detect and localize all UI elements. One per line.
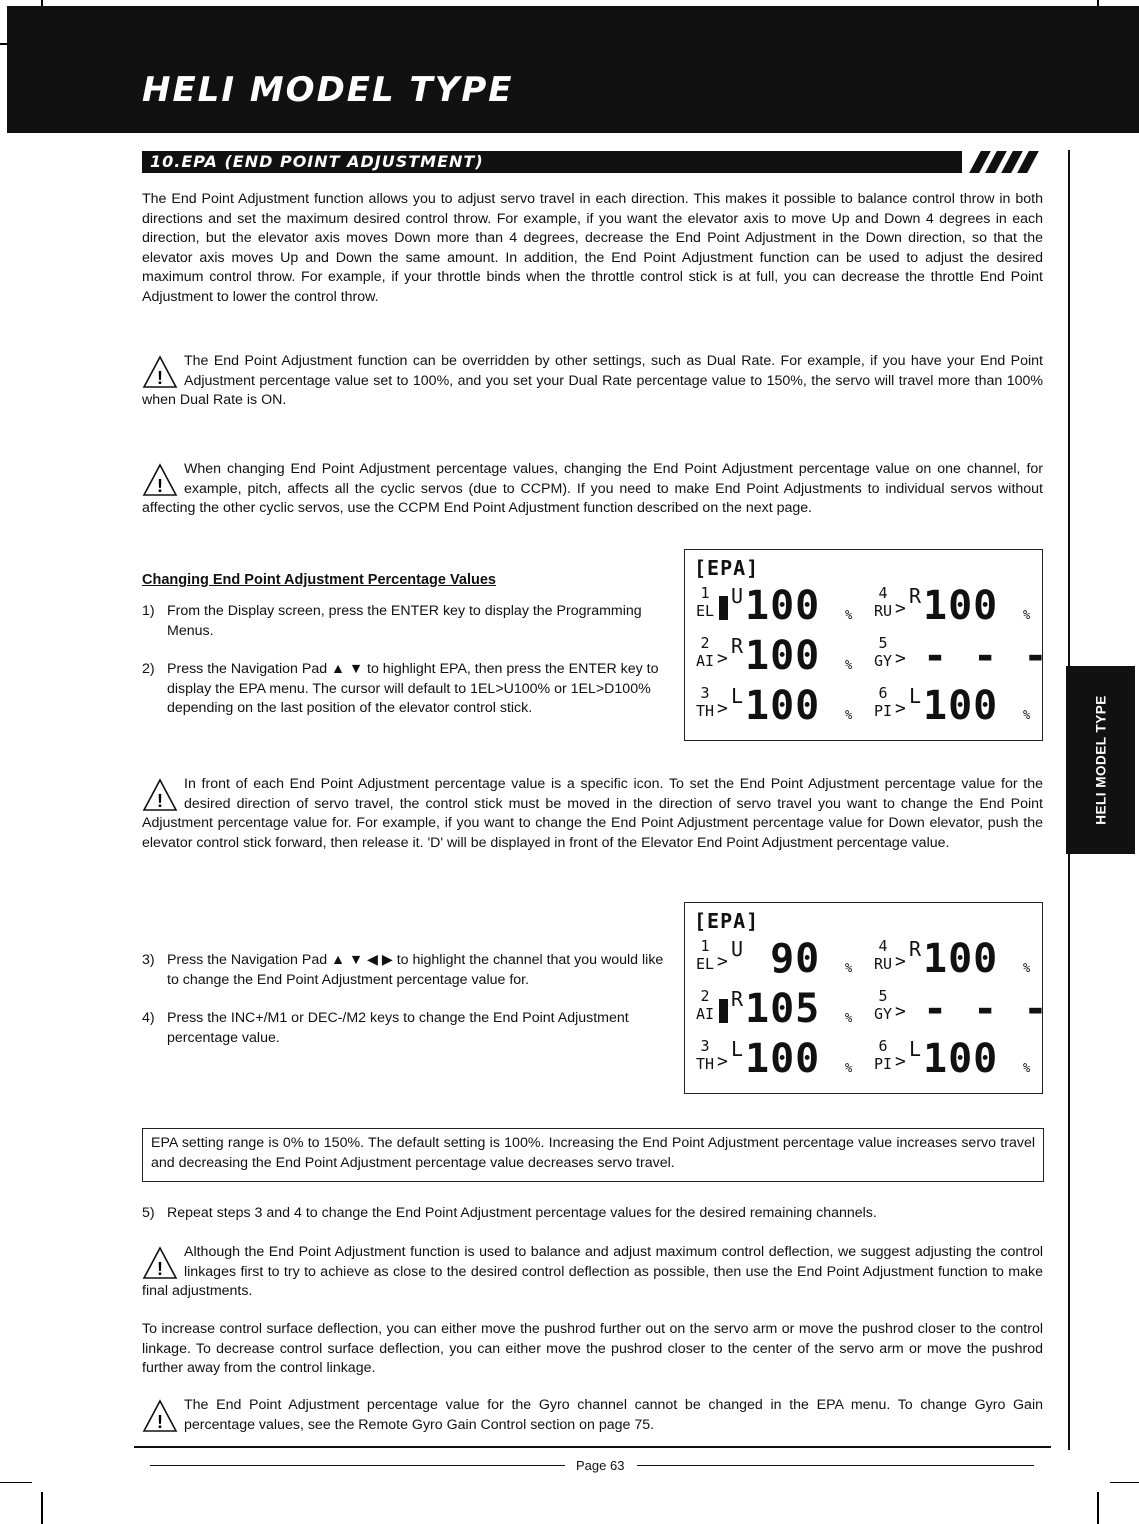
lcd-direction-label: L bbox=[731, 1037, 744, 1061]
lcd-channel-abbrev: PI bbox=[873, 702, 893, 720]
lcd-epa-value: 100 bbox=[923, 936, 999, 982]
footer-line bbox=[637, 1465, 1034, 1466]
step-number: 5) bbox=[142, 1205, 155, 1221]
lcd-epa-value: - - - bbox=[923, 986, 1049, 1032]
info-box: EPA setting range is 0% to 150%. The default setting is 100%. Increasing the End Point Adjustment percentage value increases servo travel and decreasing the End Point Adjustment percentage value decreases servo travel. bbox=[142, 1128, 1044, 1182]
lcd-epa-value: 105 bbox=[745, 986, 821, 1032]
intro-paragraph: The End Point Adjustment function allows you to adjust servo travel in each direction. This makes it possible to balance control throw in both directions and set the maximum desired control throw. For example, if you want the elevator axis to move Up and Down 4 degrees in each direction, but the elevator axis moves Down more than 4 degrees, decrease the End Point Adjustment in the Down direction, so that the elevator axis moves Up and Down the same amount. In addition, the End Point Adjustment function can be used to adjust the desired maximum control throw. For example, if your throttle binds when the throttle control stick is at full, you can decrease the throttle End Point Adjustment to lower the control throw. bbox=[142, 191, 1043, 305]
warning-note bbox=[142, 1243, 1043, 1302]
lcd-direction-label: R bbox=[731, 987, 744, 1011]
lcd-channel-cell bbox=[871, 986, 1049, 1037]
lcd-channel-number: 3 bbox=[700, 1037, 710, 1055]
step-item bbox=[142, 660, 667, 719]
lcd-direction-label: L bbox=[909, 684, 922, 708]
lcd-channel-number: 2 bbox=[700, 987, 710, 1005]
lcd-epa-value: 100 bbox=[923, 583, 999, 629]
step-text: Press the Navigation Pad ▲ ▼ ◀ ▶ to highlight the channel that you would like to change the End Point Adjustment percentage value for. bbox=[167, 952, 664, 988]
lcd-channel-cell bbox=[871, 583, 1041, 634]
lcd-direction-label: U bbox=[731, 937, 744, 961]
lcd-cursor-arrow: > bbox=[717, 951, 728, 972]
lcd-cursor-arrow: > bbox=[895, 1001, 906, 1022]
lcd-title: [EPA] bbox=[694, 909, 760, 933]
side-tab bbox=[1066, 666, 1135, 854]
lcd-channel-number: 2 bbox=[700, 634, 710, 652]
lcd-channel-number: 3 bbox=[700, 684, 710, 702]
lcd-cursor-arrow: > bbox=[895, 951, 906, 972]
lcd-direction-label: L bbox=[909, 1037, 922, 1061]
lcd-channel-cell bbox=[871, 683, 1041, 734]
crop-mark bbox=[0, 1482, 32, 1483]
step-item bbox=[142, 1009, 667, 1048]
warning-note bbox=[142, 352, 1043, 411]
lcd-percent-sign: % bbox=[1023, 608, 1031, 622]
lcd-cursor-block bbox=[719, 596, 728, 620]
svg-text:!: ! bbox=[157, 1259, 163, 1279]
lcd-percent-sign: % bbox=[1023, 1061, 1031, 1075]
lcd-channel-cell bbox=[693, 936, 863, 987]
step-item bbox=[142, 951, 667, 990]
lcd-channel-cell bbox=[693, 1036, 863, 1087]
lcd-cursor-arrow: > bbox=[717, 648, 728, 669]
step-number: 3) bbox=[142, 952, 155, 968]
lcd-channel-abbrev: TH bbox=[695, 1055, 715, 1073]
lcd-channel-cell bbox=[693, 583, 863, 634]
svg-text:!: ! bbox=[157, 1412, 163, 1432]
linkage-paragraph: To increase control surface deflection, you can either move the pushrod further out on the servo arm or move the pushrod closer to the control linkage. To decrease control surface deflection, you can either move the pushrod closer to the center of the servo arm or move the pushrod further away from the control linkage. bbox=[142, 1321, 1043, 1376]
step-text: Press the INC+/M1 or DEC-/M2 keys to change the End Point Adjustment percentage value. bbox=[167, 1010, 629, 1046]
warning-triangle-icon bbox=[142, 462, 178, 498]
page-title: HELI MODEL TYPE bbox=[142, 70, 514, 110]
lcd-percent-sign: % bbox=[1023, 708, 1031, 722]
lcd-direction-label: R bbox=[731, 634, 744, 658]
footer-rule bbox=[134, 1446, 1051, 1448]
lcd-title: [EPA] bbox=[694, 556, 760, 580]
lcd-cursor-block bbox=[719, 999, 728, 1023]
warning-triangle-icon bbox=[142, 354, 178, 390]
lcd-channel-number: 6 bbox=[878, 684, 888, 702]
section-heading bbox=[142, 151, 1042, 173]
lcd-channel-abbrev: RU bbox=[873, 602, 893, 620]
lcd-epa-value: 100 bbox=[923, 683, 999, 729]
warning-triangle-icon bbox=[142, 1245, 178, 1281]
lcd-channel-abbrev: GY bbox=[873, 1005, 893, 1023]
lcd-direction-label: L bbox=[731, 684, 744, 708]
lcd-percent-sign: % bbox=[845, 708, 853, 722]
lcd-percent-sign: % bbox=[845, 608, 853, 622]
lcd-epa-value: 90 bbox=[745, 936, 821, 982]
lcd-direction-label: U bbox=[731, 584, 744, 608]
lcd-percent-sign: % bbox=[1023, 961, 1031, 975]
lcd-channel-abbrev: RU bbox=[873, 955, 893, 973]
warning-note bbox=[142, 460, 1043, 519]
lcd-channel-number: 1 bbox=[700, 937, 710, 955]
lcd-epa-value: 100 bbox=[745, 633, 821, 679]
lcd-cursor-arrow: > bbox=[895, 1051, 906, 1072]
lcd-channel-number: 4 bbox=[878, 584, 888, 602]
subheading: Changing End Point Adjustment Percentage Values bbox=[142, 572, 496, 588]
page-number: Page 63 bbox=[576, 1458, 625, 1473]
warning-text: Although the End Point Adjustment function is used to balance and adjust maximum control deflection, we suggest adjusting the control linkages first to try to achieve as close to the desired control deflection as possible, then use the End Point Adjustment function to make final adjustments. bbox=[142, 1244, 1043, 1299]
lcd-percent-sign: % bbox=[845, 1061, 853, 1075]
lcd-channel-abbrev: GY bbox=[873, 652, 893, 670]
footer-line bbox=[150, 1465, 565, 1466]
lcd-direction-label: R bbox=[909, 584, 922, 608]
lcd-channel-abbrev: EL bbox=[695, 955, 715, 973]
lcd-epa-value: 100 bbox=[923, 1036, 999, 1082]
lcd-channel-number: 5 bbox=[878, 634, 888, 652]
lcd-channel-cell bbox=[871, 1036, 1041, 1087]
crop-mark bbox=[1110, 1482, 1139, 1483]
lcd-screen bbox=[684, 549, 1049, 741]
lcd-channel-number: 6 bbox=[878, 1037, 888, 1055]
warning-text: When changing End Point Adjustment percentage values, changing the End Point Adjustment percentage value on one channel, for example, pitch, affects all the cyclic servos (due to CCPM). If you need to make End Point Adjustments to individual servos without affecting the other cyclic servos, use the CCPM End Point Adjustment function described on the next page. bbox=[142, 461, 1043, 516]
section-title: 10.EPA (END POINT ADJUSTMENT) bbox=[150, 152, 484, 171]
step-text: Repeat steps 3 and 4 to change the End Point Adjustment percentage values for the desired remaining channels. bbox=[167, 1205, 877, 1221]
crop-mark bbox=[41, 1492, 43, 1524]
svg-text:!: ! bbox=[157, 791, 163, 811]
warning-note bbox=[142, 775, 1043, 853]
warning-triangle-icon bbox=[142, 1398, 178, 1434]
lcd-direction-label: R bbox=[909, 937, 922, 961]
lcd-channel-cell bbox=[693, 633, 863, 684]
warning-text: The End Point Adjustment function can be overridden by other settings, such as Dual Rate. For example, if you have your End Point Adjustment percentage value set to 100%, and you set your Dual Rate percentage value to 150%, the servo will travel more than 100% when Dual Rate is ON. bbox=[142, 353, 1043, 408]
lcd-channel-abbrev: EL bbox=[695, 602, 715, 620]
lcd-channel-cell bbox=[693, 683, 863, 734]
lcd-channel-cell bbox=[871, 633, 1049, 684]
step-number: 2) bbox=[142, 661, 155, 677]
lcd-epa-value: - - - bbox=[923, 633, 1049, 679]
svg-text:!: ! bbox=[157, 368, 163, 388]
lcd-cursor-arrow: > bbox=[717, 1051, 728, 1072]
lcd-cursor-arrow: > bbox=[895, 648, 906, 669]
lcd-screen bbox=[684, 902, 1049, 1094]
lcd-cursor-arrow: > bbox=[717, 698, 728, 719]
lcd-channel-abbrev: PI bbox=[873, 1055, 893, 1073]
step-number: 4) bbox=[142, 1010, 155, 1026]
crop-mark bbox=[1097, 1492, 1099, 1524]
side-tab-label: HELI MODEL TYPE bbox=[1093, 695, 1108, 825]
lcd-channel-abbrev: AI bbox=[695, 1005, 715, 1023]
lcd-cursor-arrow: > bbox=[895, 598, 906, 619]
warning-triangle-icon bbox=[142, 777, 178, 813]
warning-text: In front of each End Point Adjustment percentage value is a specific icon. To set the End Point Adjustment percentage value for the desired direction of servo travel, the control stick must be moved in the direction of servo travel you want to change the End Point Adjustment percentage value for. For example, if you want to change the End Point Adjustment percentage value for Down elevator, push the elevator control stick forward, then release it. 'D' will be displayed in front of the Elevator End Point Adjustment percentage value. bbox=[142, 776, 1043, 851]
warning-note bbox=[142, 1396, 1043, 1435]
lcd-channel-number: 1 bbox=[700, 584, 710, 602]
lcd-epa-value: 100 bbox=[745, 683, 821, 729]
lcd-percent-sign: % bbox=[845, 961, 853, 975]
lcd-percent-sign: % bbox=[845, 1011, 853, 1025]
lcd-channel-cell bbox=[871, 936, 1041, 987]
lcd-channel-number: 5 bbox=[878, 987, 888, 1005]
lcd-percent-sign: % bbox=[845, 658, 853, 672]
lcd-cursor-arrow: > bbox=[895, 698, 906, 719]
step-item bbox=[142, 602, 667, 641]
lcd-channel-abbrev: TH bbox=[695, 702, 715, 720]
step-item bbox=[142, 1204, 1043, 1224]
step-text: From the Display screen, press the ENTER key to display the Programming Menus. bbox=[167, 603, 642, 639]
lcd-channel-number: 4 bbox=[878, 937, 888, 955]
svg-text:!: ! bbox=[157, 476, 163, 496]
step-text: Press the Navigation Pad ▲ ▼ to highlight EPA, then press the ENTER key to display the EPA menu. The cursor will default to 1EL>U100% or 1EL>D100% depending on the last position of the elevator control stick. bbox=[167, 661, 659, 716]
lcd-epa-value: 100 bbox=[745, 583, 821, 629]
warning-text: The End Point Adjustment percentage value for the Gyro channel cannot be changed in the EPA menu. To change Gyro Gain percentage values, see the Remote Gyro Gain Control section on page 75. bbox=[184, 1397, 1043, 1433]
step-number: 1) bbox=[142, 603, 155, 619]
lcd-channel-cell bbox=[693, 986, 863, 1037]
lcd-channel-abbrev: AI bbox=[695, 652, 715, 670]
lcd-epa-value: 100 bbox=[745, 1036, 821, 1082]
